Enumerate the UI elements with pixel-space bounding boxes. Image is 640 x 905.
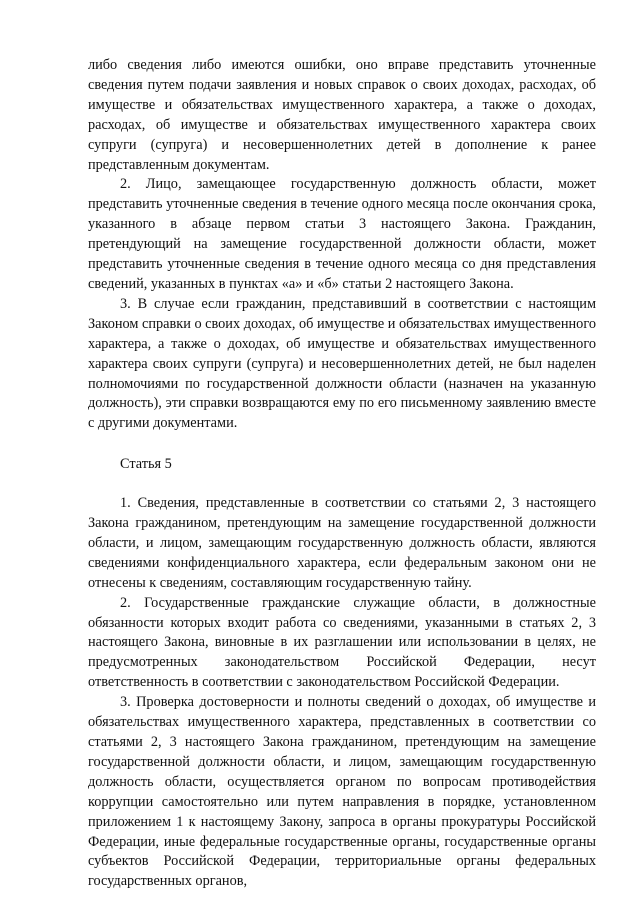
paragraph-5-1: 1. Сведения, представленные в соответствии со статьями 2, 3 настоящего Закона гражданином, претендующим на замещение государственной должности области, и лицом, замещающим государственную должность области, являются сведениями конфиденциального характера, если федеральным законом они не отнесены к сведениям, составляющим государственную тайну. [88, 495, 596, 591]
paragraph-5-3: 3. Проверка достоверности и полноты сведений о доходах, об имуществе и обязательствах имущественного характера, представленных в соответствии со статьями 2, 3 настоящего Закона гражданином, претендующим на замещение государственной должности области, и лицом, замещающим государственную должность области, осуществляется органом по вопросам противодействия коррупции самостоятельно или путем направления в порядке, установленном приложением 1 к настоящему Закону, запроса в органы прокуратуры Российской Федерации, иные федеральные государственные органы, государственные органы субъектов Российской Федерации, территориальные органы федеральных государственных органов, [88, 694, 596, 890]
paragraph-continuation: либо сведения либо имеются ошибки, оно вправе представить уточненные сведения путем подачи заявления и новых справок о своих доходах, расходах, об имуществе и обязательствах имущественного характера, а также о доходах, расходах, об имуществе и обязательствах имущественного характера своих супруги (супруга) и несовершеннолетних детей в дополнение к ранее представленным документам. [88, 57, 596, 173]
paragraph-4-3: 3. В случае если гражданин, представивший в соответствии с настоящим Законом справки о своих доходах, об имуществе и обязательствах имущественного характера, а также о доходах, об имуществе и обязательствах имущественного характера своих супруги (супруга) и несовершеннолетних детей, не был наделен полномочиями по государственной должности области (назначен на указанную должность), эти справки возвращаются ему по его письменному заявлению вместе с другими документами. [88, 295, 596, 432]
paragraph-5-2: 2. Государственные гражданские служащие области, в должностные обязанности которых входит работа со сведениями, указанными в статьях 2, 3 настоящего Закона, виновные в их разглашении или использовании в целях, не предусмотренных законодательством Российской Федерации, несут ответственность в соответствии с законодательством Российской Федерации. [88, 594, 596, 691]
document-page [88, 56, 596, 892]
paragraph-4-2: 2. Лицо, замещающее государственную должность области, может представить уточненные сведения в течение одного месяца после окончания срока, указанного в абзаце первом статьи 3 настоящего Закона. Гражданин, претендующий на замещение государственной должности области, может представить уточненные сведения в течение одного месяца со дня представления сведений, указанных в пунктах «а» и «б» статьи 2 настоящего Закона. [88, 176, 596, 292]
article-heading: Статья 5 [120, 456, 172, 473]
